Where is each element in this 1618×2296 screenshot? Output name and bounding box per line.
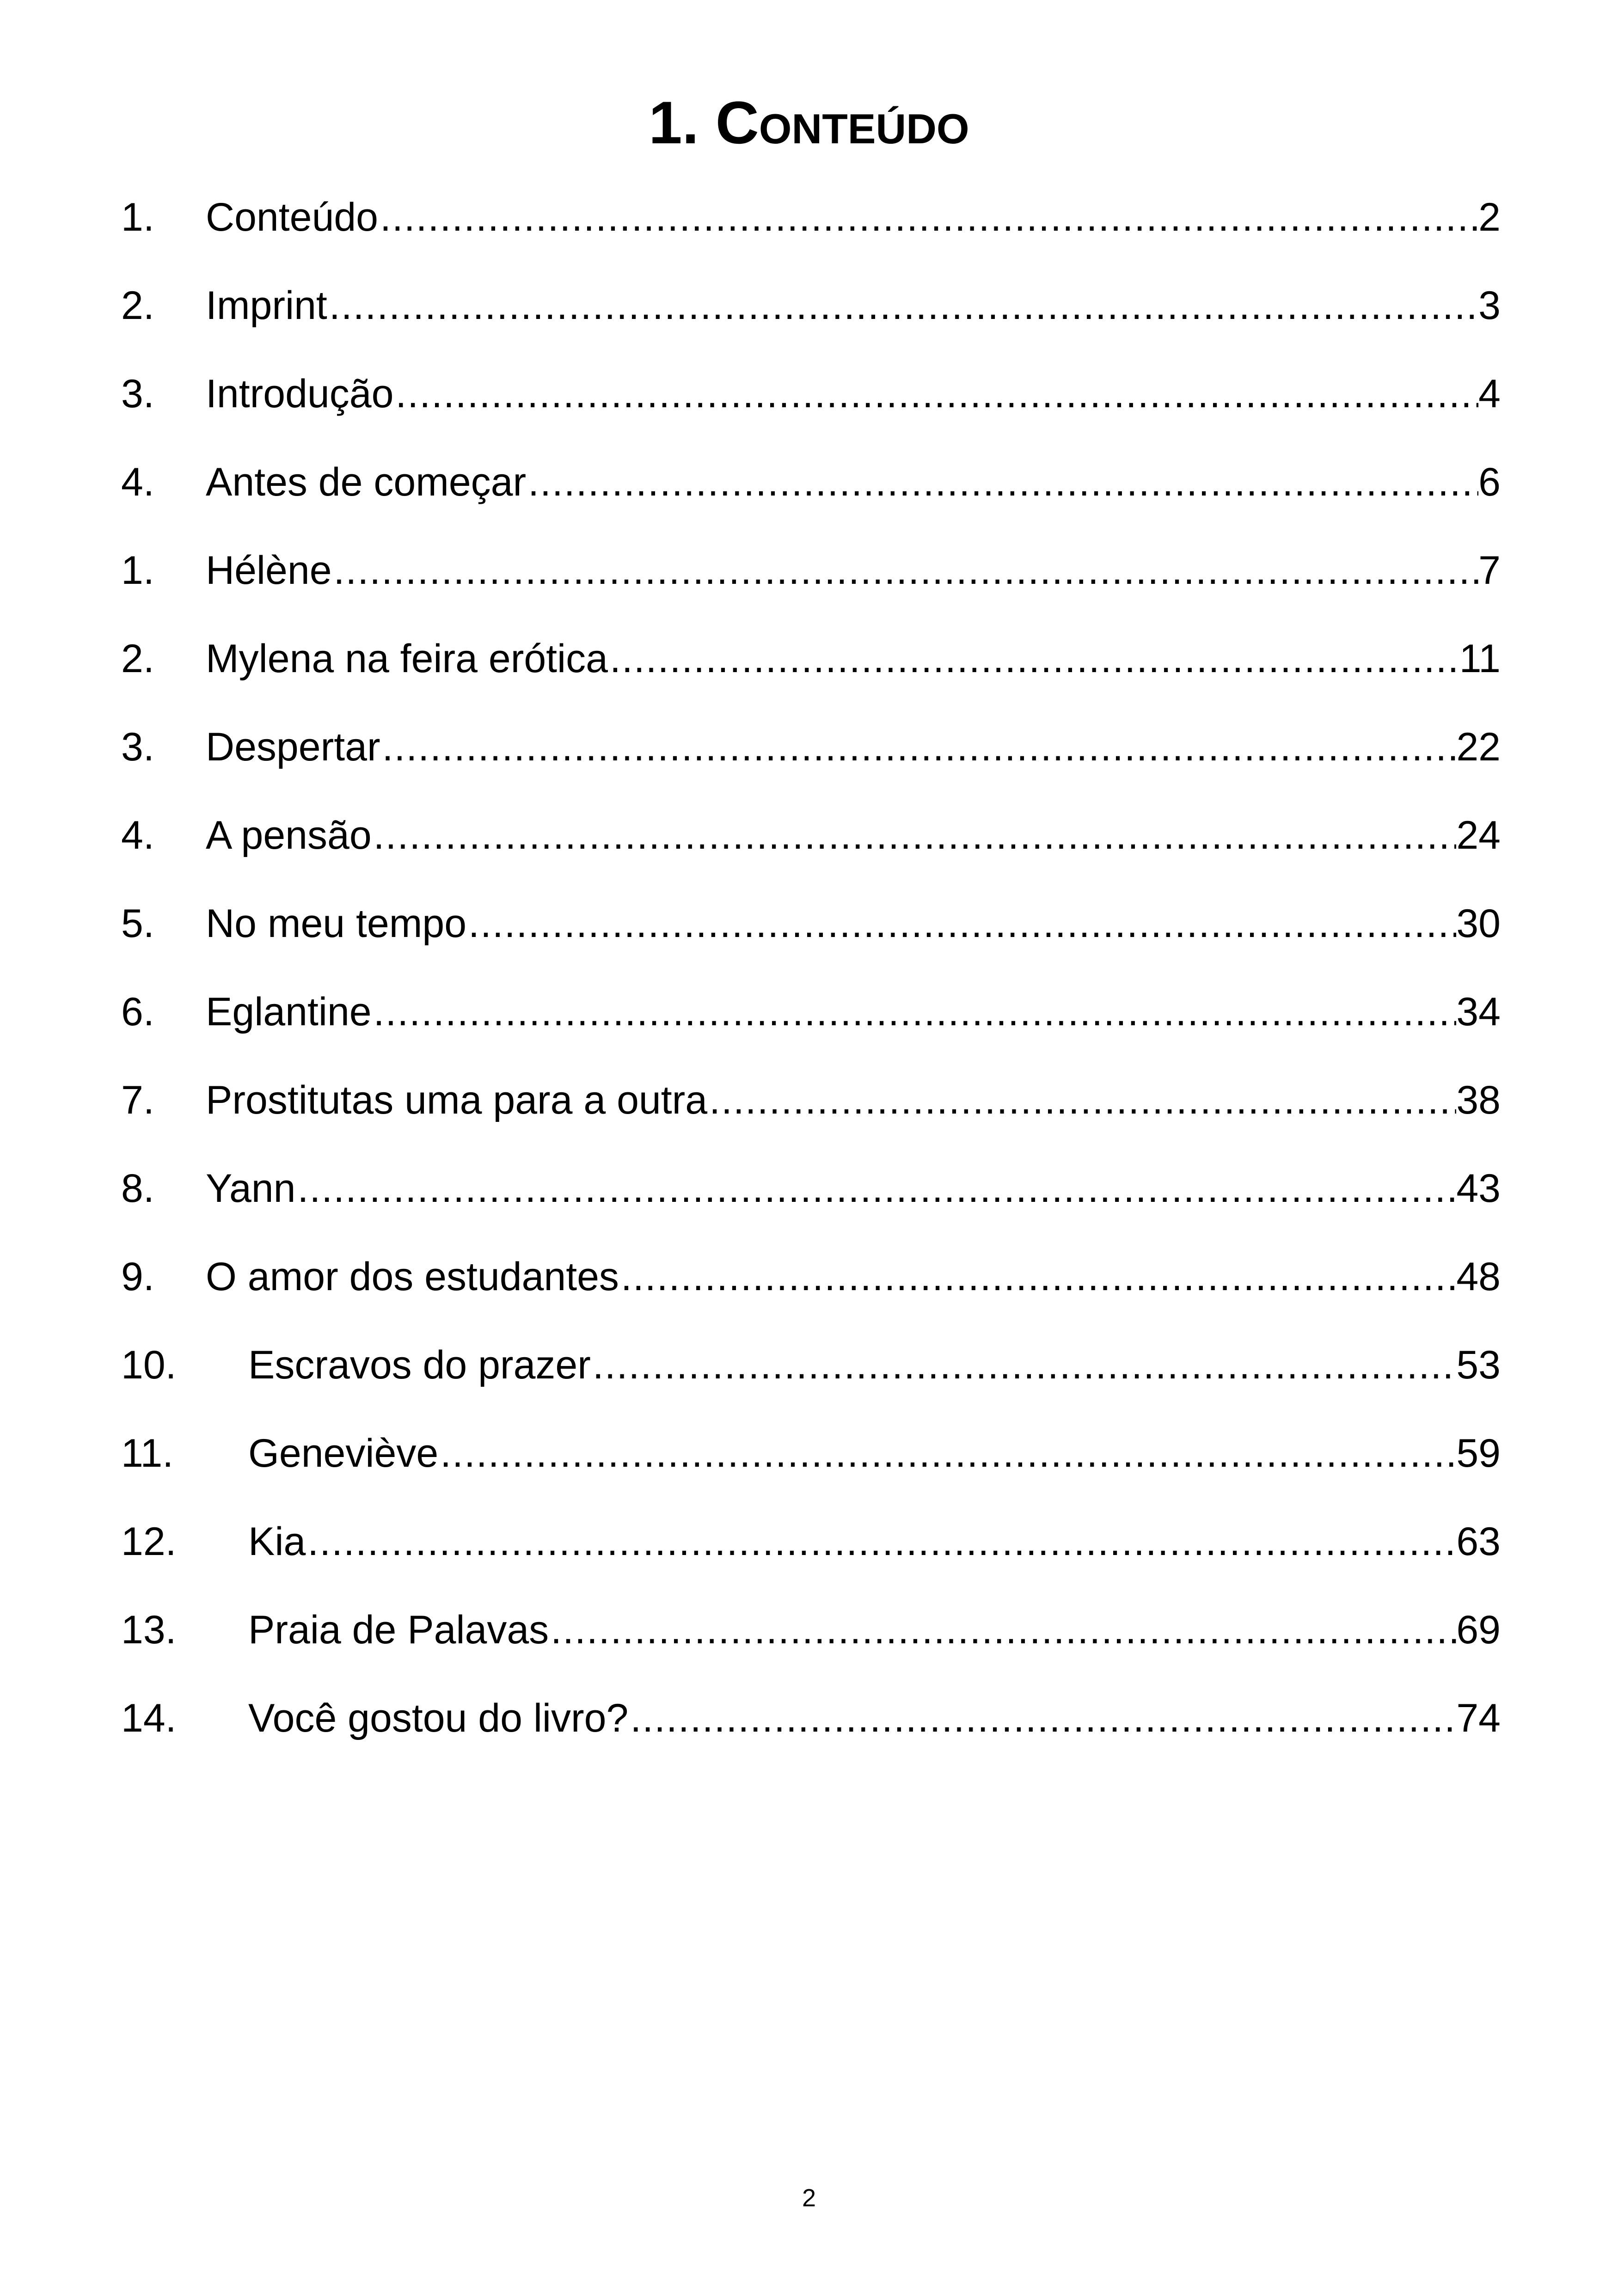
toc-entry-line: [248, 1507, 1501, 1576]
toc-entry-number: 4.: [121, 813, 154, 857]
toc-entry-page: 3: [1478, 283, 1501, 328]
toc-entry-line: [206, 1154, 1501, 1223]
toc-entry-title: Hélène: [206, 548, 332, 593]
toc-entry-page: 7: [1478, 548, 1501, 593]
toc-entry-line: [206, 889, 1501, 958]
toc-entry[interactable]: [121, 1595, 1501, 1684]
toc-entry-number: 4.: [121, 460, 154, 504]
toc-entry-title: Você gostou do livro?: [248, 1696, 629, 1740]
toc-dot-leader: [628, 1684, 1456, 1753]
toc-entry[interactable]: [121, 1507, 1501, 1595]
toc-entry-page: 30: [1456, 901, 1501, 946]
toc-entry[interactable]: [121, 1330, 1501, 1419]
toc-dot-leader: [372, 801, 1457, 870]
toc-entry-page: 2: [1478, 195, 1501, 239]
toc-dot-leader: [526, 447, 1478, 517]
toc-entry-page: 74: [1456, 1696, 1501, 1740]
toc-entry-title: Kia: [248, 1519, 306, 1564]
toc-entry-line: [206, 801, 1501, 870]
toc-entry-line: [206, 536, 1501, 605]
toc-dot-leader: [619, 1242, 1456, 1311]
toc-entry-line: [206, 712, 1501, 782]
page-title-text: Conteúdo: [715, 89, 969, 156]
toc-entry-page: 38: [1456, 1078, 1501, 1122]
toc-entry-page: 6: [1478, 460, 1501, 504]
page-number: 2: [802, 2184, 816, 2212]
toc-entry-page: 22: [1456, 725, 1501, 769]
toc-entry-number: 2.: [121, 637, 154, 681]
toc-entry-line: [248, 1595, 1501, 1665]
toc-entry[interactable]: [121, 1419, 1501, 1507]
toc-dot-leader: [549, 1595, 1456, 1665]
toc-entry-title: Eglantine: [206, 990, 372, 1034]
toc-dot-leader: [608, 624, 1459, 693]
toc-entry-page: 48: [1456, 1255, 1501, 1299]
toc-entry-line: [248, 1419, 1501, 1488]
toc-entry-number: 7.: [121, 1078, 154, 1122]
toc-entry-line: [206, 359, 1501, 429]
toc-entry[interactable]: [121, 801, 1501, 889]
toc-entry-title: No meu tempo: [206, 901, 467, 946]
toc-entry-title: Mylena na feira erótica: [206, 637, 608, 681]
toc-entry-title: Yann: [206, 1166, 296, 1211]
toc-entry-title: Escravos do prazer: [248, 1343, 591, 1387]
toc-entry[interactable]: [121, 359, 1501, 447]
toc-dot-leader: [591, 1330, 1456, 1400]
toc-entry[interactable]: [121, 1154, 1501, 1242]
toc-entry-number: 3.: [121, 372, 154, 416]
toc-dot-leader: [332, 536, 1479, 605]
toc-dot-leader: [438, 1419, 1456, 1488]
toc-entry-number: 14.: [121, 1696, 177, 1740]
toc-entry-page: 34: [1456, 990, 1501, 1034]
toc-entry-number: 3.: [121, 725, 154, 769]
toc-entry-number: 13.: [121, 1608, 177, 1652]
toc-entry-title: Introdução: [206, 372, 394, 416]
toc-dot-leader: [380, 712, 1457, 782]
toc-entry-page: 63: [1456, 1519, 1501, 1564]
toc-dot-leader: [372, 977, 1457, 1047]
toc-entry[interactable]: [121, 536, 1501, 624]
toc-dot-leader: [378, 183, 1478, 252]
toc-entry-number: 12.: [121, 1519, 177, 1564]
toc-entry[interactable]: [121, 889, 1501, 977]
toc-entry-page: 53: [1456, 1343, 1501, 1387]
toc-entry-line: [248, 1684, 1501, 1753]
page-title: [0, 86, 1618, 159]
toc-entry-page: 69: [1456, 1608, 1501, 1652]
toc-entry-line: [206, 624, 1501, 693]
toc-entry-title: A pensão: [206, 813, 372, 857]
toc-entry[interactable]: [121, 183, 1501, 271]
toc-entry-line: [206, 271, 1501, 340]
toc-entry[interactable]: [121, 1684, 1501, 1772]
toc-entry-title: Geneviève: [248, 1431, 439, 1476]
toc-entry-page: 11: [1459, 637, 1501, 681]
toc-entry-page: 4: [1478, 372, 1501, 416]
toc-entry-number: 5.: [121, 901, 154, 946]
toc-entry-line: [206, 1242, 1501, 1311]
toc-entry-title: Praia de Palavas: [248, 1608, 549, 1652]
toc-entry-line: [206, 977, 1501, 1047]
toc-entry-line: [206, 447, 1501, 517]
toc-entry[interactable]: [121, 1065, 1501, 1154]
toc-entry-page: 43: [1456, 1166, 1501, 1211]
toc-entry-number: 1.: [121, 548, 154, 593]
toc-entry-number: 6.: [121, 990, 154, 1034]
toc-entry-page: 59: [1456, 1431, 1501, 1476]
toc-entry-title: O amor dos estudantes: [206, 1255, 619, 1299]
toc-entry-number: 9.: [121, 1255, 154, 1299]
toc-dot-leader: [306, 1507, 1456, 1576]
toc-entry-title: Antes de começar: [206, 460, 527, 504]
toc-dot-leader: [707, 1065, 1456, 1135]
toc-dot-leader: [295, 1154, 1456, 1223]
toc-entry[interactable]: [121, 271, 1501, 359]
toc-entry-line: [206, 1065, 1501, 1135]
toc-entry-line: [248, 1330, 1501, 1400]
toc-entry-number: 10.: [121, 1343, 177, 1387]
toc-entry[interactable]: [121, 447, 1501, 536]
toc-entry-page: 24: [1456, 813, 1501, 857]
toc-entry-title: Conteúdo: [206, 195, 378, 239]
toc-entry-title: Imprint: [206, 283, 327, 328]
page-title-number: 1.: [649, 89, 699, 156]
toc-entry-number: 2.: [121, 283, 154, 328]
toc-entry[interactable]: [121, 712, 1501, 801]
toc-entry[interactable]: [121, 1242, 1501, 1330]
toc-entry[interactable]: [121, 624, 1501, 712]
toc-entry-line: [206, 183, 1501, 252]
toc-entry-number: 11.: [121, 1431, 174, 1476]
toc-entry[interactable]: [121, 977, 1501, 1065]
toc-entry-title: Despertar: [206, 725, 380, 769]
toc-dot-leader: [466, 889, 1456, 958]
toc-dot-leader: [393, 359, 1478, 429]
table-of-contents: [121, 183, 1501, 1772]
toc-entry-title: Prostitutas uma para a outra: [206, 1078, 708, 1122]
toc-entry-number: 8.: [121, 1166, 154, 1211]
toc-dot-leader: [327, 271, 1478, 340]
toc-entry-number: 1.: [121, 195, 154, 239]
